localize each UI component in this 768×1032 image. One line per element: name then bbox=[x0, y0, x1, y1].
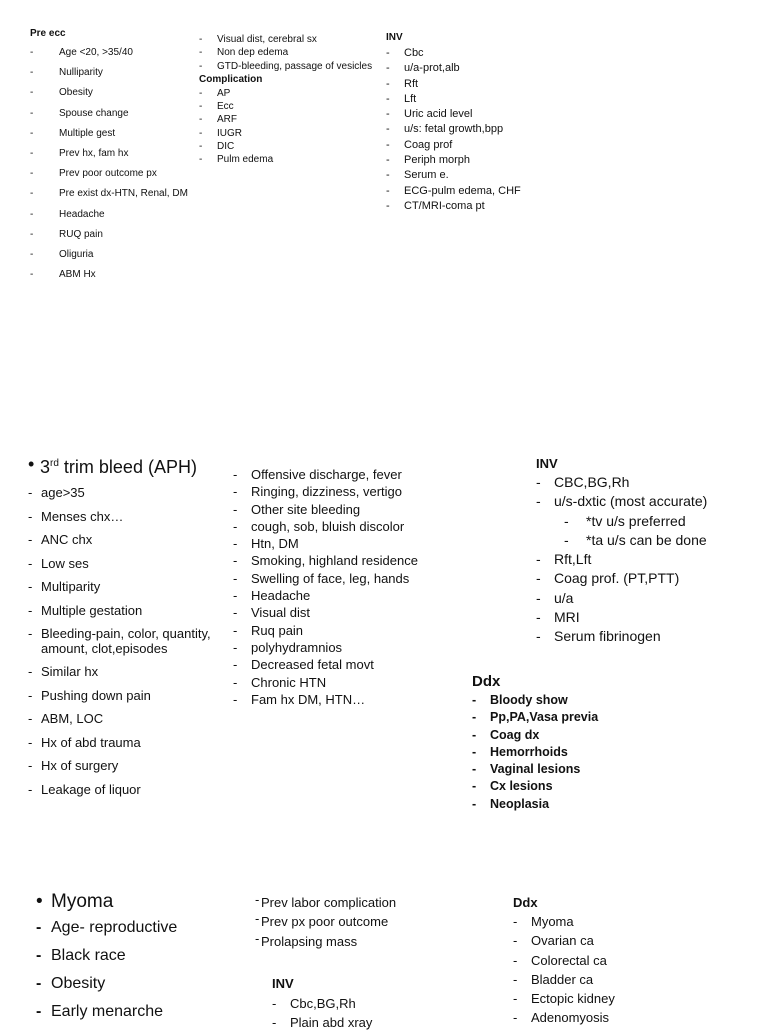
myoma-inv-column bbox=[272, 974, 372, 1032]
ddx-item: - Coag dx bbox=[472, 727, 598, 744]
myoma-history-column bbox=[255, 893, 396, 951]
risk-factor-item: - Black race bbox=[36, 942, 177, 970]
investigation-item: - Plain abd xray bbox=[272, 1013, 372, 1032]
ddx-item: - Bladder ca bbox=[513, 970, 615, 989]
risk-factor-item: - Prev hx, fam hx bbox=[30, 147, 188, 167]
history-item: - Ringing, dizziness, vertigo bbox=[233, 483, 418, 500]
myoma-ddx-column bbox=[513, 893, 615, 1028]
aph-ddx-heading: Ddx bbox=[472, 673, 501, 690]
myoma-risk-list bbox=[36, 914, 177, 1026]
aph-history-more-list bbox=[233, 466, 418, 708]
investigation-item: - Cbc,BG,Rh bbox=[272, 994, 372, 1013]
history-item: - Hx of surgery bbox=[28, 758, 231, 782]
myoma-inv-heading: INV bbox=[272, 976, 294, 991]
risk-factor-item: - Visual dist, cerebral sx bbox=[199, 33, 372, 46]
history-item: - ANC chx bbox=[28, 532, 231, 556]
investigation-item: - u/s: fetal growth,bpp bbox=[386, 122, 521, 137]
history-item: - Similar hx bbox=[28, 664, 231, 688]
aph-history-column bbox=[28, 452, 231, 805]
myoma-inv-list bbox=[272, 994, 372, 1032]
history-item: - Prev px poor outcome bbox=[255, 912, 396, 931]
risk-factor-item: - Nulliparity bbox=[30, 66, 188, 86]
history-item: - Hx of abd trauma bbox=[28, 735, 231, 759]
aph-inv-list bbox=[536, 473, 707, 647]
ddx-item: - Ovarian ca bbox=[513, 931, 615, 950]
investigation-item: - Serum e. bbox=[386, 168, 521, 183]
investigation-item: - u/s-dxtic (most accurate) bbox=[536, 492, 707, 511]
aph-ddx-list bbox=[472, 692, 598, 813]
history-item: - Leakage of liquor bbox=[28, 782, 231, 806]
history-item: - Visual dist bbox=[233, 604, 418, 621]
history-item: - Fam hx DM, HTN… bbox=[233, 691, 418, 708]
pre-ecc-heading: Pre ecc bbox=[30, 28, 66, 39]
investigation-item: - Rft bbox=[386, 77, 521, 92]
risk-factor-item: - Headache bbox=[30, 208, 188, 228]
history-item: - Pushing down pain bbox=[28, 688, 231, 712]
investigation-item: - u/a-prot,alb bbox=[386, 61, 521, 76]
pre-ecc-inv-column bbox=[386, 31, 521, 214]
investigation-item: - MRI bbox=[536, 608, 707, 627]
risk-factor-item: - RUQ pain bbox=[30, 228, 188, 248]
investigation-item: - CT/MRI-coma pt bbox=[386, 199, 521, 214]
complication-item: - AP bbox=[199, 87, 372, 100]
investigation-item: - CBC,BG,Rh bbox=[536, 473, 707, 492]
complication-list bbox=[199, 87, 372, 167]
risk-factor-item: - Spouse change bbox=[30, 107, 188, 127]
myoma-title: • Myoma bbox=[36, 890, 177, 914]
myoma-ddx-heading: Ddx bbox=[513, 895, 538, 910]
risk-factor-item: - Early menarche bbox=[36, 998, 177, 1026]
ddx-item: - Cx lesions bbox=[472, 778, 598, 795]
ddx-item: - Bloody show bbox=[472, 692, 598, 709]
history-item: - Low ses bbox=[28, 556, 231, 580]
ddx-item: - Ectopic kidney bbox=[513, 989, 615, 1008]
aph-history-more-column bbox=[233, 466, 418, 708]
complication-heading: Complication bbox=[199, 73, 263, 85]
history-item: - Multiparity bbox=[28, 579, 231, 603]
aph-title: • 3rd trim bleed (APH) bbox=[28, 452, 231, 479]
history-item: - Headache bbox=[233, 587, 418, 604]
pre-ecc-inv-list bbox=[386, 46, 521, 214]
ddx-item: - Colorectal ca bbox=[513, 951, 615, 970]
history-item: - Swelling of face, leg, hands bbox=[233, 570, 418, 587]
myoma-ddx-list bbox=[513, 912, 615, 1028]
aph-inv-heading: INV bbox=[536, 456, 558, 471]
pre-ecc-inv-heading: INV bbox=[386, 32, 403, 43]
risk-factor-item: - Age <20, >35/40 bbox=[30, 46, 188, 66]
risk-factor-item: - Age- reproductive bbox=[36, 914, 177, 942]
complication-item: - DIC bbox=[199, 140, 372, 153]
complication-item: - ARF bbox=[199, 113, 372, 126]
history-item: - Other site bleeding bbox=[233, 501, 418, 518]
investigation-item: - u/a bbox=[536, 589, 707, 608]
investigation-item: - Lft bbox=[386, 92, 521, 107]
history-item: - age>35 bbox=[28, 485, 231, 509]
history-item: - Prev labor complication bbox=[255, 893, 396, 912]
investigation-item: - *ta u/s can be done bbox=[536, 531, 707, 550]
investigation-item: - Coag prof bbox=[386, 138, 521, 153]
investigation-item: - Rft,Lft bbox=[536, 550, 707, 569]
complication-item: - Pulm edema bbox=[199, 153, 372, 166]
aph-inv-column bbox=[536, 455, 707, 647]
investigation-item: - Periph morph bbox=[386, 153, 521, 168]
investigation-item: - Uric acid level bbox=[386, 107, 521, 122]
history-item: - Chronic HTN bbox=[233, 674, 418, 691]
history-item: - ABM, LOC bbox=[28, 711, 231, 735]
investigation-item: - Serum fibrinogen bbox=[536, 627, 707, 646]
pre-ecc-risk-list bbox=[30, 46, 188, 288]
risk-factor-item: - Obesity bbox=[36, 970, 177, 998]
investigation-item: - Cbc bbox=[386, 46, 521, 61]
history-item: - Decreased fetal movt bbox=[233, 656, 418, 673]
risk-factor-item: - Non dep edema bbox=[199, 46, 372, 59]
history-item: - cough, sob, bluish discolor bbox=[233, 518, 418, 535]
myoma-history-list bbox=[255, 893, 396, 951]
ddx-item: - Hemorrhoids bbox=[472, 744, 598, 761]
pre-ecc-risk-column bbox=[30, 28, 188, 288]
aph-history-list bbox=[28, 485, 231, 805]
aph-ddx-column bbox=[472, 672, 598, 813]
risk-factor-item: - Oliguria bbox=[30, 248, 188, 268]
history-item: - polyhydramnios bbox=[233, 639, 418, 656]
myoma-risk-column bbox=[36, 890, 177, 1026]
risk-factor-item: - GTD-bleeding, passage of vesicles bbox=[199, 60, 372, 73]
investigation-item: - *tv u/s preferred bbox=[536, 512, 707, 531]
history-item: - Smoking, highland residence bbox=[233, 552, 418, 569]
ddx-item: - Vaginal lesions bbox=[472, 761, 598, 778]
pre-ecc-more-column bbox=[199, 33, 372, 167]
complication-item: - Ecc bbox=[199, 100, 372, 113]
ddx-item: - Adenomyosis bbox=[513, 1008, 615, 1027]
history-item: - Menses chx… bbox=[28, 509, 231, 533]
investigation-item: - ECG-pulm edema, CHF bbox=[386, 184, 521, 199]
complication-item: - IUGR bbox=[199, 127, 372, 140]
history-item: - Multiple gestation bbox=[28, 603, 231, 627]
risk-factor-item: - Prev poor outcome px bbox=[30, 167, 188, 187]
risk-factor-item: - Multiple gest bbox=[30, 127, 188, 147]
ddx-item: - Pp,PA,Vasa previa bbox=[472, 709, 598, 726]
history-item: - Offensive discharge, fever bbox=[233, 466, 418, 483]
investigation-item: - Coag prof. (PT,PTT) bbox=[536, 569, 707, 588]
history-item: - Htn, DM bbox=[233, 535, 418, 552]
risk-factor-item: - Obesity bbox=[30, 86, 188, 106]
ddx-item: - Myoma bbox=[513, 912, 615, 931]
risk-factor-item: - Pre exist dx-HTN, Renal, DM bbox=[30, 187, 188, 207]
history-item: - Bleeding-pain, color, quantity, amount, clot,episodes bbox=[28, 626, 231, 664]
history-item: - Ruq pain bbox=[233, 622, 418, 639]
history-item: - Prolapsing mass bbox=[255, 932, 396, 951]
risk-factor-item: - ABM Hx bbox=[30, 268, 188, 288]
pre-ecc-more-list bbox=[199, 33, 372, 73]
ddx-item: - Neoplasia bbox=[472, 796, 598, 813]
